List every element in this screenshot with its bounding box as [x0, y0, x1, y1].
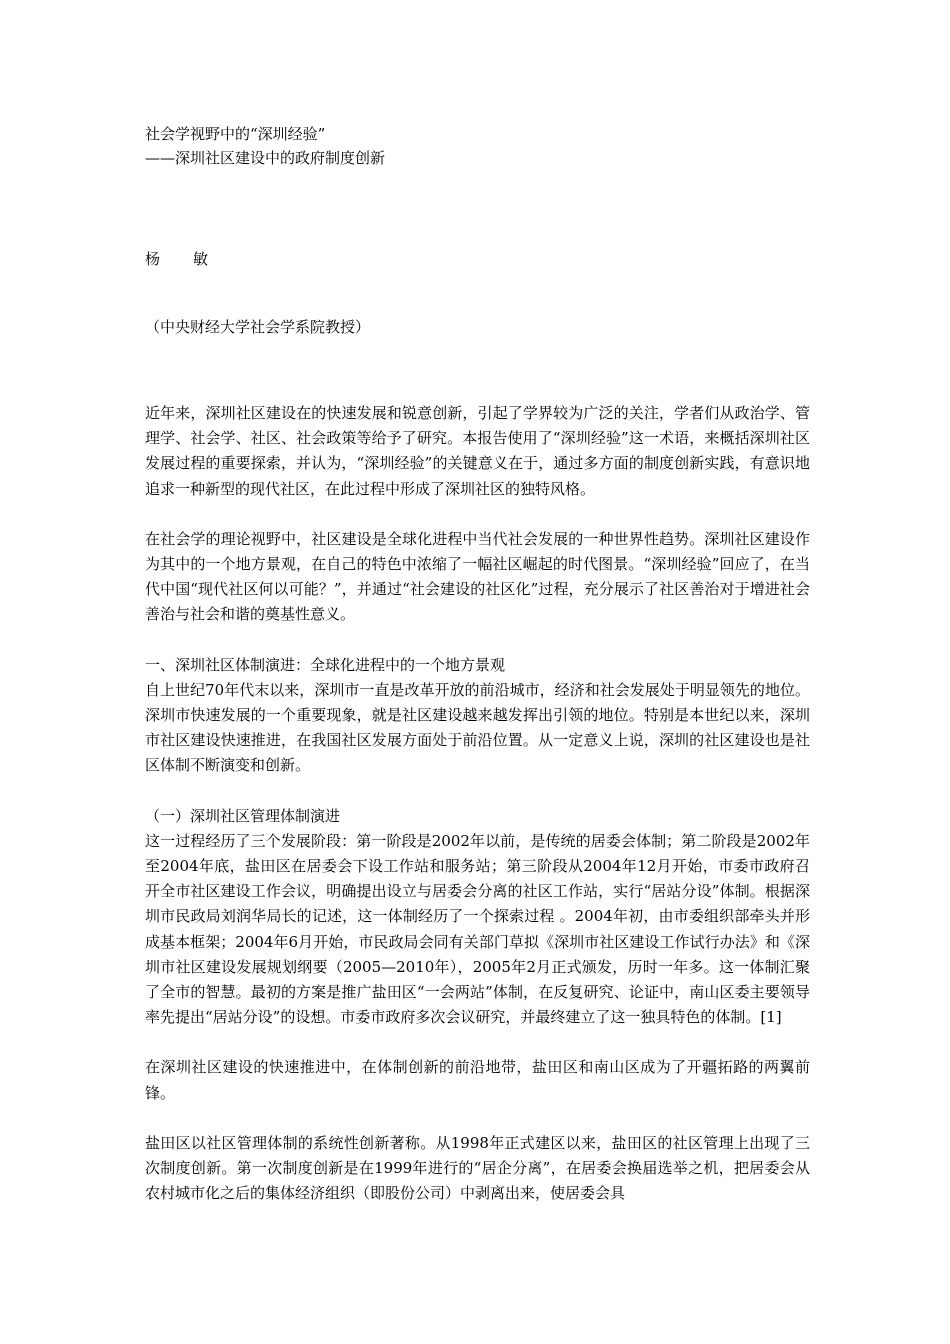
- author-given-name: 敏: [193, 250, 209, 268]
- author-name: [145, 247, 810, 271]
- subsection-heading: （一）深圳社区管理体制演进: [145, 806, 341, 825]
- document-page: [145, 122, 810, 1206]
- document-subtitle: ——深圳社区建设中的政府制度创新: [145, 149, 386, 167]
- yantian-paragraph: 盐田区以社区管理体制的系统性创新著称。从1998年正式建区以来，盐田区的社区管理上出现了三次制度创新。第一次制度创新是在1999年进行的“居企分离”，在居委会换届选举之机，把居委会从农村城市化之后的集体经济组织（即股份公司）中剥离出来，使居委会具: [145, 1133, 810, 1203]
- frontier-paragraph: 在深圳社区建设的快速推进中，在体制创新的前沿地带，盐田区和南山区成为了开疆拓路的两翼前锋。: [145, 1058, 810, 1102]
- author-affiliation: （中央财经大学社会学系院教授）: [145, 318, 371, 336]
- subsection-paragraph: 这一过程经历了三个发展阶段：第一阶段是2002年以前，是传统的居委会体制；第二阶段是2002年至2004年底，盐田区在居委会下设工作站和服务站；第三阶段从2004年12月开始，市委市政府召开全市社区建设工作会议，明确提出设立与居委会分离的社区工作站，实行“居站分设”体制。根据深圳市民政局刘润华局长的记述，这一体制经历了一个探索过程 。2004年初，由市委组织部牵头并形成基本框架；2004年6月开始，市民政局会同有关部门草拟《深圳市社区建设工作试行办法》和《深圳市社区建设发展规划纲要（2005—2010年），2005年2月正式颁发，历时一年多。这一体制汇聚了全市的智慧。最初的方案是推广盐田区“一会两站”体制，在反复研究、论证中，南山区委主要领导率先提出“居站分设”的设想。市委市政府多次会议研究，并最终建立了这一独具特色的体制。[1]: [145, 831, 810, 1027]
- document-title: 社会学视野中的“深圳经验”: [145, 125, 326, 143]
- section-paragraph: 自上世纪70年代末以来，深圳市一直是改革开放的前沿城市，经济和社会发展处于明显领先的地位。深圳市快速发展的一个重要现象，就是社区建设越来越发挥出引领的地位。特别是本世纪以来，深圳市社区建设快速推进，在我国社区发展方面处于前沿位置。从一定意义上说，深圳的社区建设也是社区体制不断演变和创新。: [145, 680, 810, 775]
- section-heading: 一、深圳社区体制演进：全球化进程中的一个地方景观: [145, 655, 506, 674]
- intro-paragraph: 近年来，深圳社区建设在的快速发展和锐意创新，引起了学界较为广泛的关注，学者们从政治学、管理学、社会学、社区、社会政策等给予了研究。本报告使用了“深圳经验”这一术语，来概括深圳社区发展过程的重要探索，并认为，“深圳经验”的关键意义在于，通过多方面的制度创新实践，有意识地追求一种新型的现代社区，在此过程中形成了深圳社区的独特风格。: [145, 404, 810, 498]
- theory-paragraph: 在社会学的理论视野中，社区建设是全球化进程中当代社会发展的一种世界性趋势。深圳社区建设作为其中的一个地方景观，在自己的特色中浓缩了一幅社区崛起的时代图景。“深圳经验”回应了，在当代中国“现代社区何以可能？”，并通过“社会建设的社区化”过程，充分展示了社区善治对于增进社会善治与社会和谐的奠基性意义。: [145, 529, 810, 624]
- author-surname: 杨: [145, 250, 161, 268]
